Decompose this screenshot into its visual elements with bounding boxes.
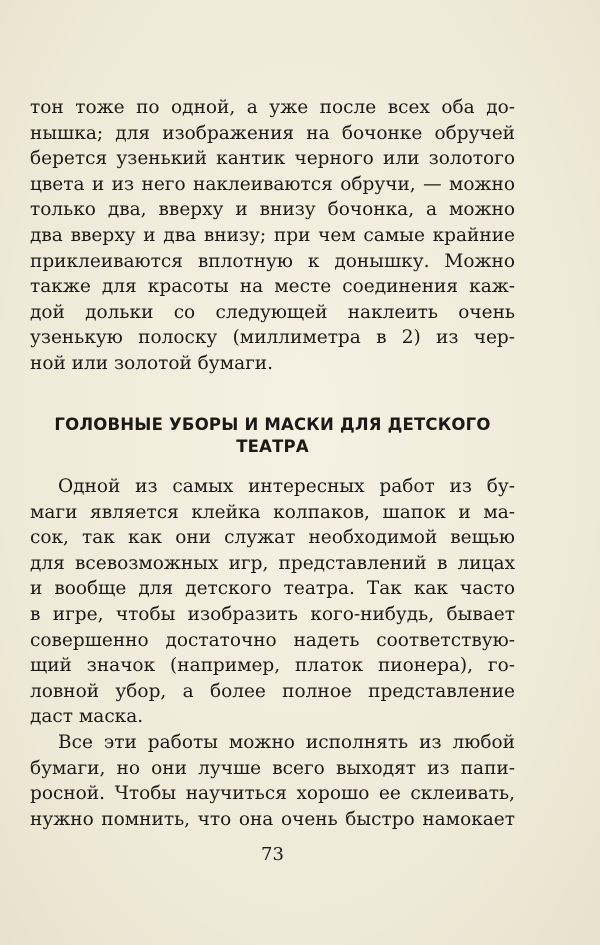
text-line: цвета и из него наклеиваются обручи, — можно — [30, 173, 515, 195]
text-line: нышка; для изображения на бочонке обручей — [30, 122, 515, 144]
text-line: маги является клейка колпаков, шапок и ма- — [30, 501, 515, 523]
page-number: 73 — [261, 844, 284, 865]
text-line: узенькую полоску (миллиметра в 2) из чер- — [30, 327, 515, 349]
text-line: бумаги, но они лучше всего выходят из папи- — [30, 757, 515, 779]
text-line: дой дольки со следующей наклеить очень — [30, 301, 515, 323]
paragraph-tissue-paper — [30, 730, 515, 832]
text-line: тон тоже по одной, а уже после всех оба до- — [30, 97, 515, 118]
text-line: росной. Чтобы научиться хорошо ее склеивать, — [30, 783, 515, 805]
section-heading-line: ТЕАТРА — [236, 437, 309, 456]
text-line: берется узенький кантик черного или золотого — [30, 148, 515, 170]
text-line: нужно помнить, что она очень быстро намокает — [30, 808, 515, 830]
text-line: и вообще для детского театра. Так как часто — [30, 578, 515, 600]
text-line: щий значок (например, платок пионера), го- — [30, 655, 515, 677]
text-line: ной или золотой бумаги. — [30, 352, 274, 374]
paragraph-barrel-decoration — [30, 95, 515, 377]
text-line: только два, вверху и внизу бочонка, а можно — [30, 199, 515, 221]
text-line: даст маска. — [30, 706, 144, 728]
text-line: два вверху и два внизу; при чем самые крайние — [30, 224, 515, 246]
text-line: ловной убор, а более полное представление — [30, 680, 515, 702]
text-line: сок, так как они служат необходимой вещью — [30, 527, 515, 549]
text-line: Одной из самых интересных работ из бу- — [58, 476, 515, 497]
text-line: Все эти работы можно исполнять из любой — [58, 732, 515, 753]
text-line: в игре, чтобы изобразить кого-нибудь, бывает — [30, 603, 515, 625]
text-line: приклеиваются вплотную к донышку. Можно — [30, 250, 515, 272]
text-line: для всевозможных игр, представлений в лицах — [30, 552, 515, 574]
paragraph-hats-and-masks — [30, 474, 515, 730]
text-line: также для красоты на месте соединения каж- — [30, 276, 515, 298]
text-line: совершенно достаточно надеть соответствую- — [30, 629, 515, 651]
section-heading — [30, 414, 515, 458]
section-heading-line: ГОЛОВНЫЕ УБОРЫ И МАСКИ ДЛЯ ДЕТСКОГО — [54, 415, 491, 434]
